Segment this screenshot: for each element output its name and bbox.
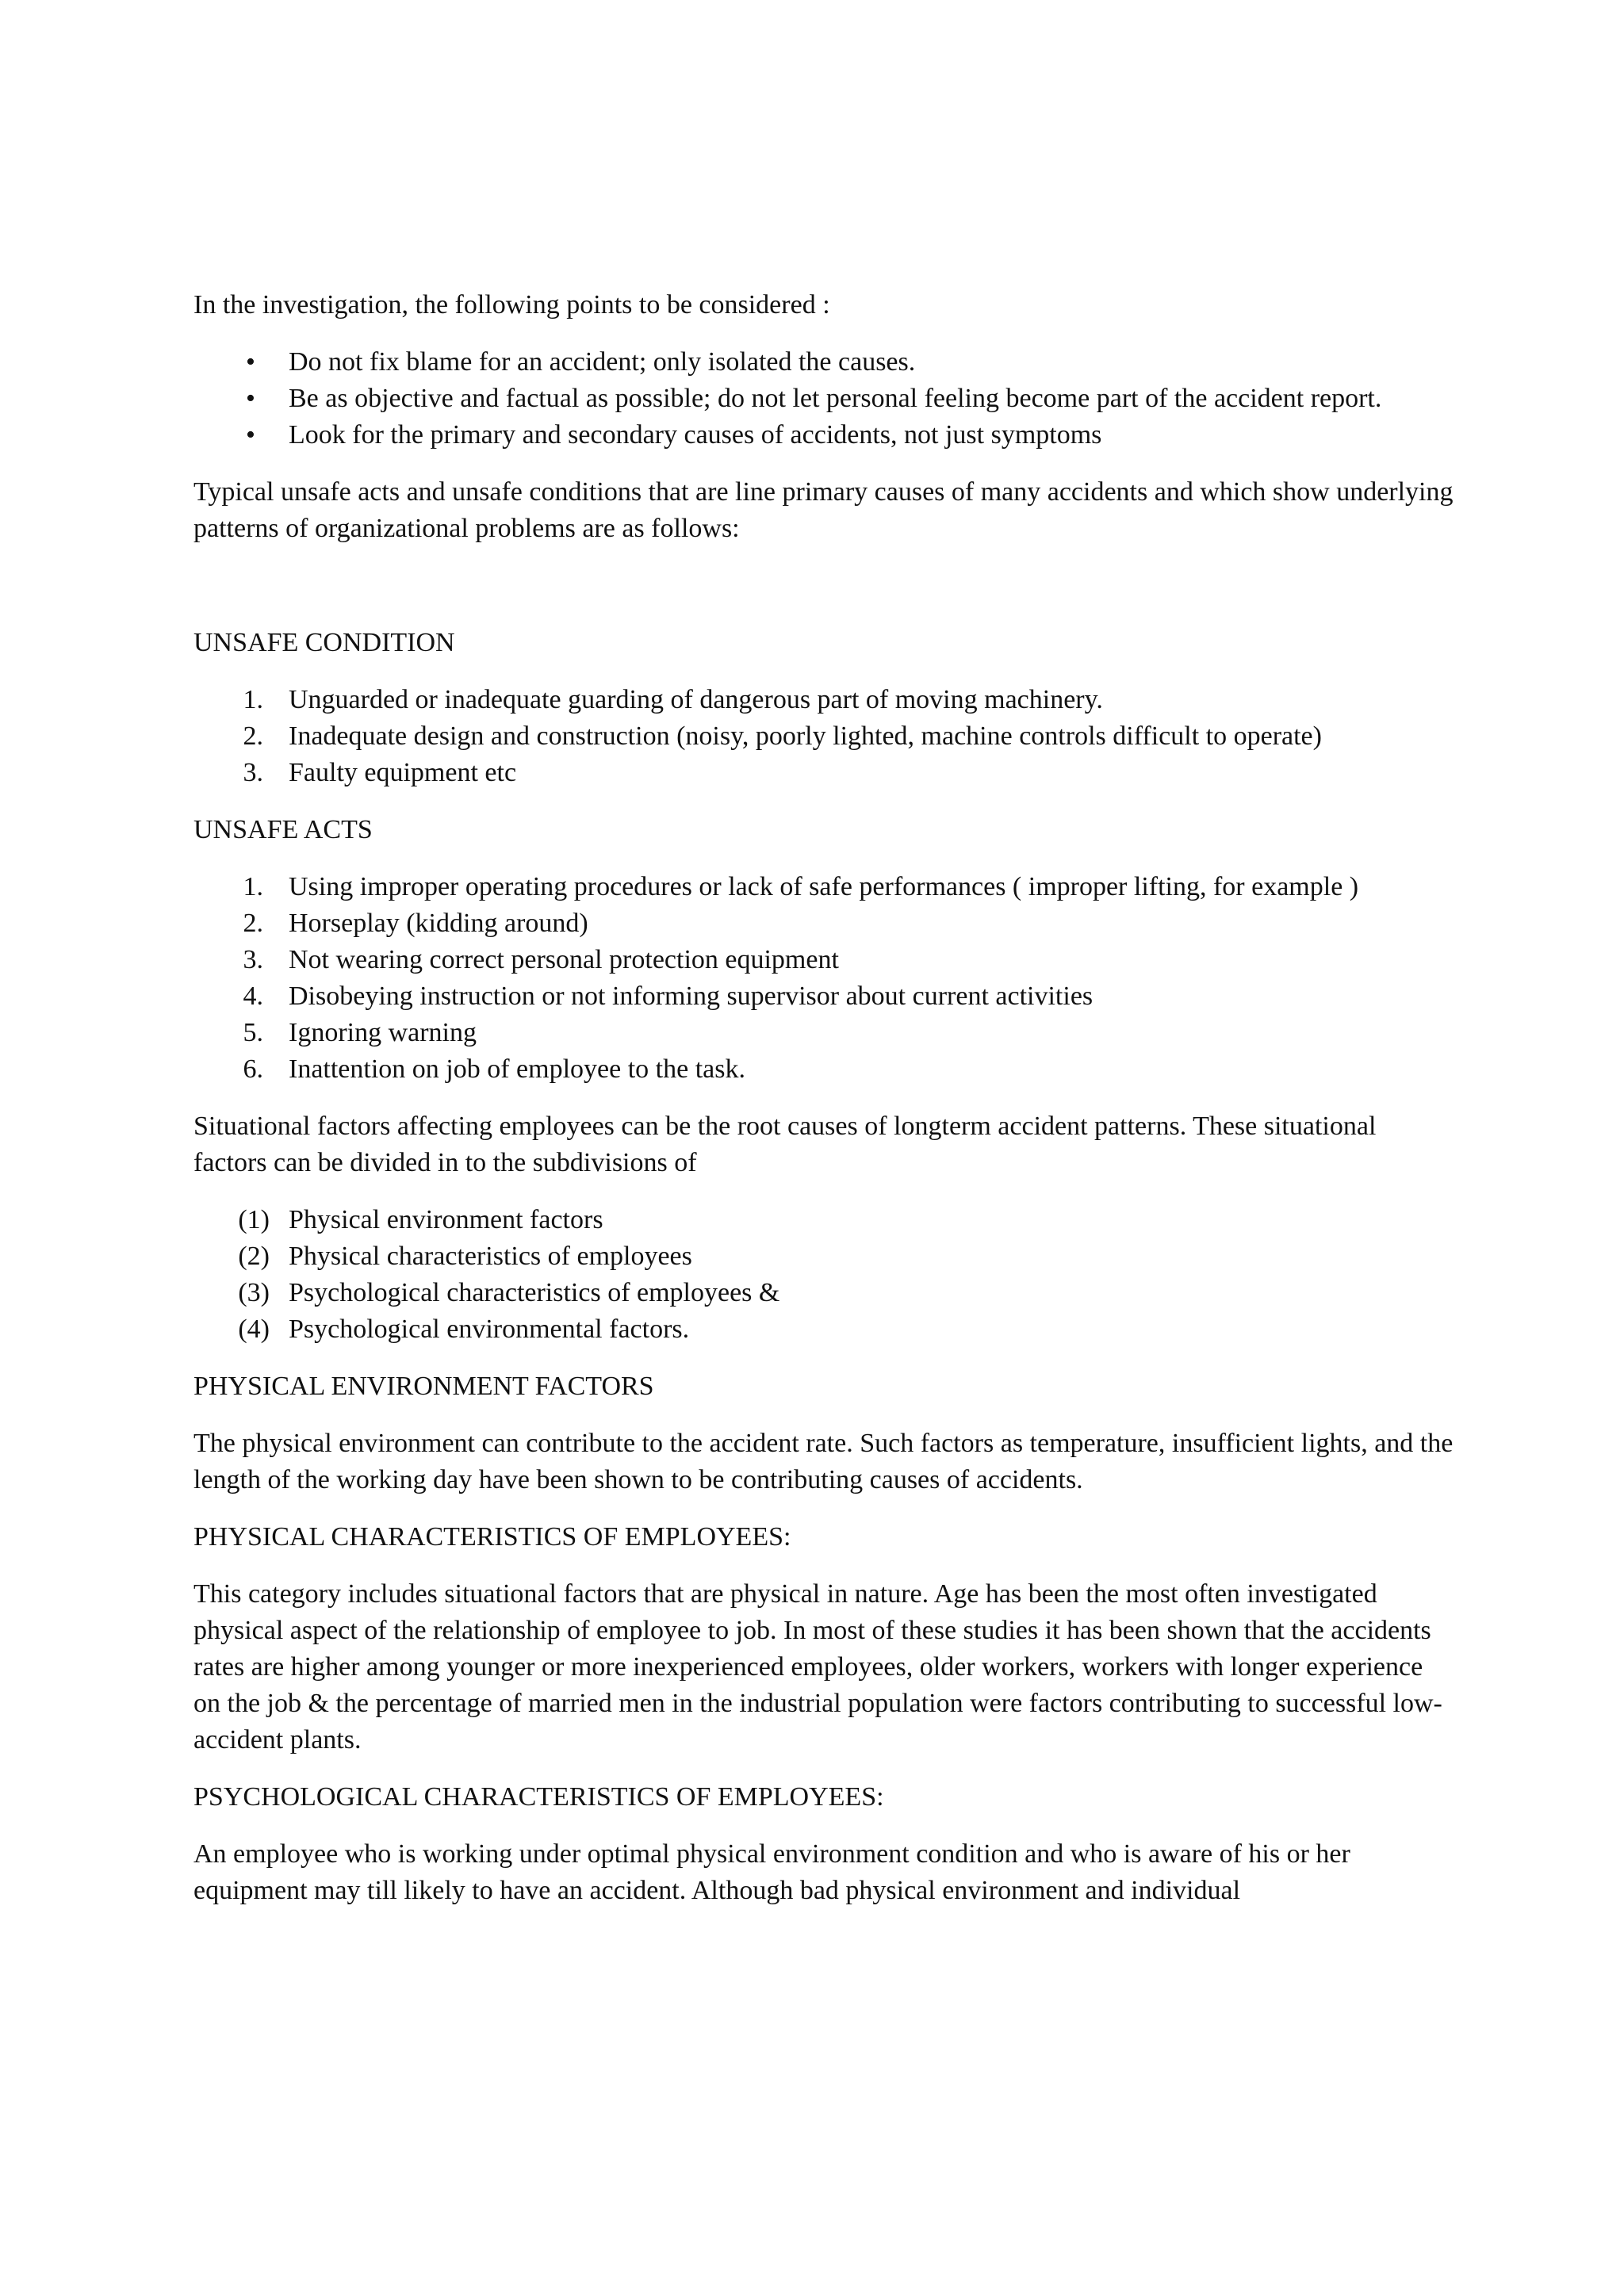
list-item: 3. Faulty equipment etc bbox=[243, 758, 517, 787]
intro-paragraph: In the investigation, the following points to be considered : bbox=[193, 290, 830, 320]
physical-characteristics-paragraph: This category includes situational factors that are physical in nature. Age has been the most often investigated physical aspect of the relationship of employee to job. In most of these studies it has been shown that the accidents rates are higher among younger or more inexperienced employees, older workers, workers with longer experience on the job & the percentage of married men in the industrial population were factors contributing to successful low-accident plants. bbox=[193, 1579, 1442, 1755]
physical-environment-paragraph: The physical environment can contribute to the accident rate. Such factors as temperature, insufficient lights, and the length of the working day have been shown to be contributing causes of accidents. bbox=[193, 1429, 1454, 1494]
list-item: 4. Disobeying instruction or not informing supervisor about current activities bbox=[243, 982, 1094, 1011]
list-item: 5. Ignoring warning bbox=[243, 1018, 477, 1047]
spacer bbox=[193, 568, 1454, 625]
list-item: (2) Physical characteristics of employees bbox=[238, 1242, 692, 1271]
list-item: 1. Using improper operating procedures or lack of safe performances ( improper lifting, for example ) bbox=[243, 872, 1359, 901]
typical-paragraph: Typical unsafe acts and unsafe conditions that are line primary causes of many accidents and which show underlying patterns of organizational problems are as follows: bbox=[193, 477, 1454, 543]
unsafe-acts-list bbox=[193, 869, 1454, 1088]
list-item: 2. Inadequate design and construction (noisy, poorly lighted, machine controls difficult to operate) bbox=[243, 721, 1322, 751]
bullet-icon: • bbox=[246, 384, 255, 413]
list-item: • Look for the primary and secondary causes of accidents, not just symptoms bbox=[193, 417, 1454, 453]
physical-characteristics-heading: PHYSICAL CHARACTERISTICS OF EMPLOYEES: bbox=[193, 1522, 791, 1552]
psychological-characteristics-heading: PSYCHOLOGICAL CHARACTERISTICS OF EMPLOYEES: bbox=[193, 1782, 884, 1812]
subdivisions-list bbox=[193, 1202, 1454, 1348]
unsafe-condition-heading: UNSAFE CONDITION bbox=[193, 628, 455, 657]
psychological-characteristics-paragraph: An employee who is working under optimal physical environment condition and who is aware of his or her equipment may till likely to have an accident. Although bad physical environment and individual bbox=[193, 1839, 1350, 1905]
bullet-icon: • bbox=[246, 420, 255, 450]
list-item: 1. Unguarded or inadequate guarding of dangerous part of moving machinery. bbox=[243, 685, 1103, 714]
unsafe-acts-heading: UNSAFE ACTS bbox=[193, 815, 373, 844]
list-item: 3. Not wearing correct personal protection equipment bbox=[243, 945, 839, 974]
list-item: (1) Physical environment factors bbox=[238, 1205, 603, 1234]
list-item: 6. Inattention on job of employee to the task. bbox=[243, 1054, 745, 1084]
situational-paragraph: Situational factors affecting employees can be the root causes of longterm accident patterns. These situational factors can be divided in to the subdivisions of bbox=[193, 1112, 1377, 1177]
list-item: • Do not fix blame for an accident; only isolated the causes. bbox=[193, 344, 1454, 381]
physical-environment-heading: PHYSICAL ENVIRONMENT FACTORS bbox=[193, 1372, 654, 1401]
list-item: (4) Psychological environmental factors. bbox=[238, 1314, 690, 1344]
list-item: • Be as objective and factual as possible; do not let personal feeling become part of the accident report. bbox=[193, 381, 1454, 417]
list-item: 2. Horseplay (kidding around) bbox=[243, 909, 588, 938]
bullet-icon: • bbox=[246, 347, 255, 377]
list-item: (3) Psychological characteristics of employees & bbox=[238, 1278, 780, 1307]
investigation-points-list bbox=[193, 344, 1454, 453]
unsafe-condition-list bbox=[193, 682, 1454, 791]
document-page bbox=[193, 287, 1454, 1930]
